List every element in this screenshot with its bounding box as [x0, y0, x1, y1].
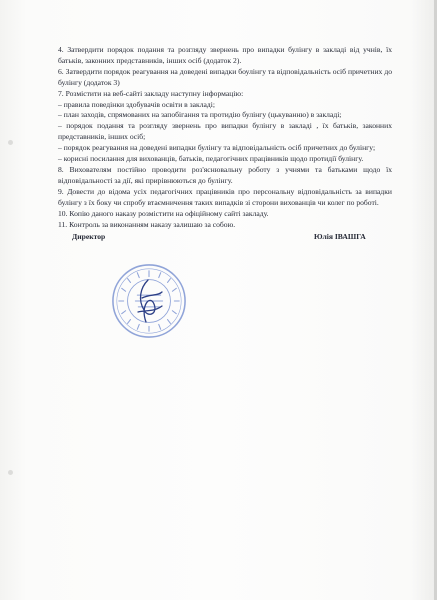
list-item-response: – порядок реагування на доведені випадки булінгу та відповідальність осіб причетних до булінгу;: [58, 143, 376, 153]
signature-name: Юлія ІВАШГА: [314, 232, 366, 242]
punch-hole: [8, 470, 13, 475]
paragraph-item-11: 11. Контроль за виконанням наказу залишаю за собою.: [58, 219, 236, 229]
paragraph-item-8: 8. Вихователям постійно проводити роз'яснювальну роботу з учнями та батьками щодо їх відповідальності за дії, які прирівнюються до булінгу.: [58, 164, 392, 185]
paragraph-item-6: 6. Затвердити порядок реагування на доведені випадки боулінгу та відповідальність осіб причетних до булінгу (додаток 3): [58, 66, 392, 87]
signature-title: Директор: [72, 232, 106, 242]
list-item-plan: – план заходів, спрямованих на запобігання та протидію булінгу (цькуванню) в закладі;: [58, 110, 342, 120]
handwritten-signature-icon: [128, 276, 168, 326]
list-item-appeals: – порядок подання та розгляду звернень про випадки булінгу в закладі , їх батьків, законних представників, інших осіб;: [58, 121, 392, 142]
document-body: [58, 45, 392, 244]
list-item-rules: – правила поведінки здобувачів освіти в закладі;: [58, 99, 215, 109]
paragraph-item-9: 9. Довести до відома усіх педагогічних працівників про персональну відповідальність за випадки булінгу з їх боку чи спробу втаємничення таких випадків зі сторони вихованців чи колег по роботі.: [58, 186, 392, 207]
list-item-links: – корисні посилання для вихованців, батьків, педагогічних працівників щодо протидії булінгу.: [58, 154, 364, 164]
signature-row: [58, 232, 392, 244]
paragraph-item-10: 10. Копію даного наказу розмістити на офіційному сайті закладу.: [58, 208, 269, 218]
paragraph-item-7: 7. Розмістити на веб-сайті закладу наступну інформацію:: [58, 88, 244, 98]
paragraph-item-4: 4. Затвердити порядок подання та розгляду звернень про випадки булінгу в закладі від учнів, їх батьків, законних представників, інших осіб (додаток 2).: [58, 45, 392, 65]
punch-hole: [8, 140, 13, 145]
